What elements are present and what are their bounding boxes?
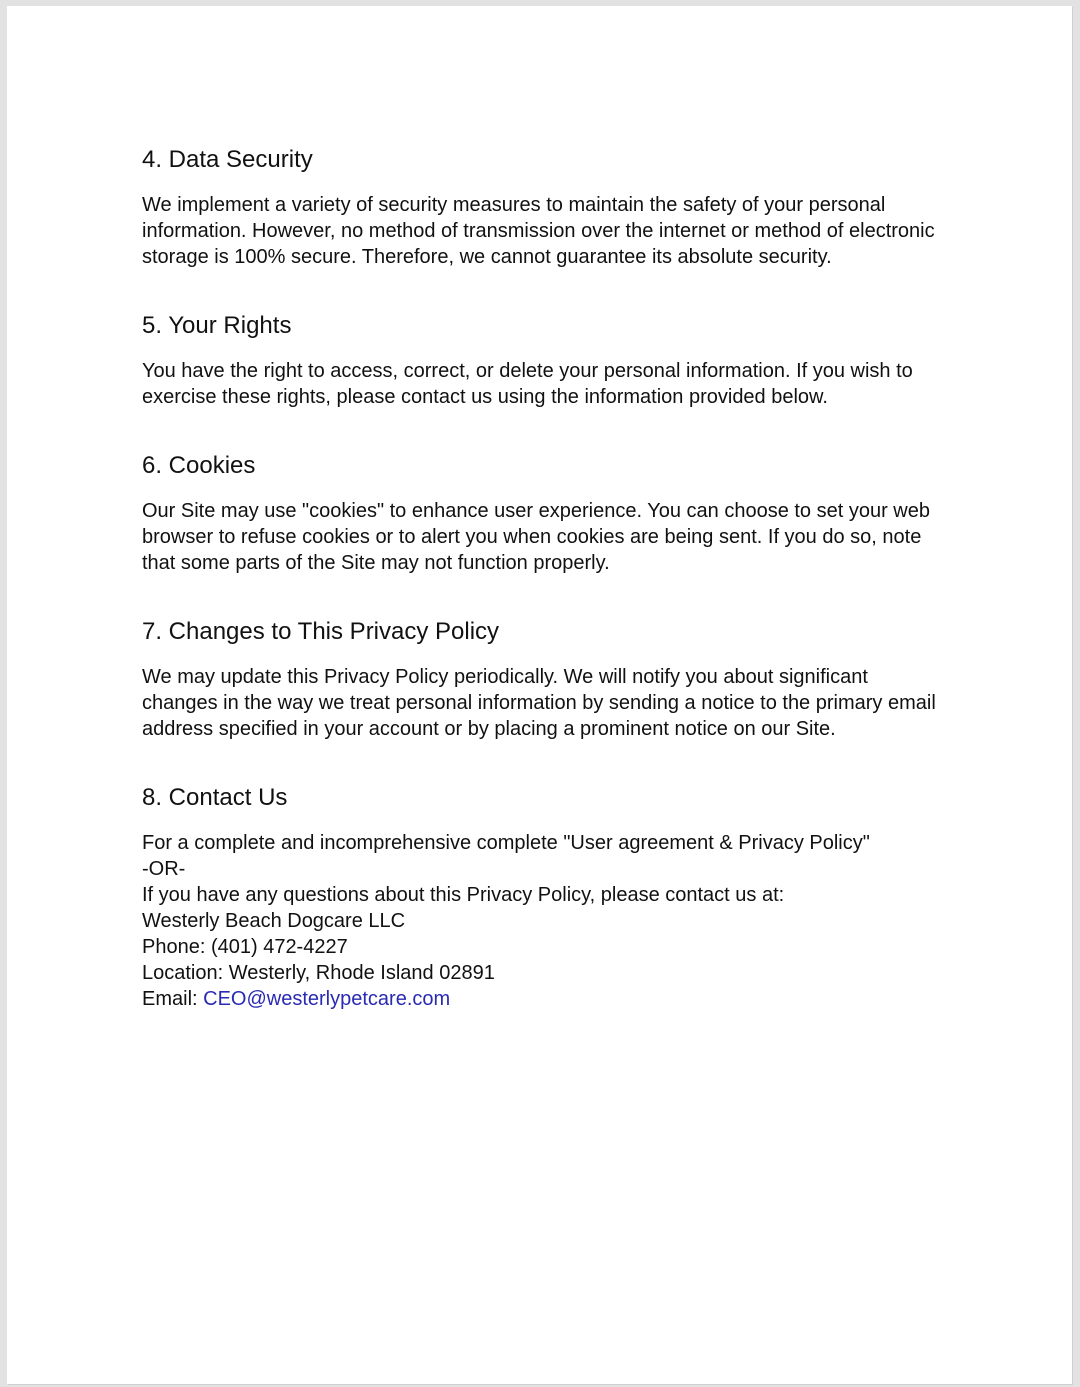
contact-phone: Phone: (401) 472-4227 (142, 936, 348, 958)
contact-line-agreement: For a complete and incomprehensive complete "User agreement & Privacy Policy" (142, 832, 870, 854)
section-cookies (142, 452, 942, 576)
section-heading: 8. Contact Us (142, 784, 288, 811)
section-contact-us (142, 784, 942, 1012)
contact-email-line (142, 986, 942, 1012)
section-heading: 5. Your Rights (142, 312, 292, 339)
spacer (142, 270, 942, 312)
document-content (142, 146, 942, 1012)
contact-line-or: -OR- (142, 858, 186, 880)
section-heading: 6. Cookies (142, 452, 256, 479)
contact-company: Westerly Beach Dogcare LLC (142, 910, 406, 932)
section-your-rights (142, 312, 942, 410)
spacer (142, 576, 942, 618)
email-link[interactable]: CEO@westerlypetcare.com (203, 988, 451, 1010)
contact-line-questions: If you have any questions about this Privacy Policy, please contact us at: (142, 884, 785, 906)
section-body: You have the right to access, correct, or delete your personal information. If you wish to exercise these rights, please contact us using the information provided below. (142, 360, 913, 408)
spacer (142, 410, 942, 452)
spacer (142, 742, 942, 784)
section-body: We implement a variety of security measures to maintain the safety of your personal information. However, no method of transmission over the internet or method of electronic storage is 100% secure. Therefore, we cannot guarantee its absolute security. (142, 194, 935, 268)
contact-location: Location: Westerly, Rhode Island 02891 (142, 962, 495, 984)
section-changes (142, 618, 942, 742)
document-page (7, 6, 1072, 1384)
section-heading: 4. Data Security (142, 146, 313, 173)
section-body: We may update this Privacy Policy periodically. We will notify you about significant changes in the way we treat personal information by sending a notice to the primary email address specified in your account or by placing a prominent notice on our Site. (142, 666, 936, 740)
section-body: Our Site may use "cookies" to enhance user experience. You can choose to set your web browser to refuse cookies or to alert you when cookies are being sent. If you do so, note that some parts of the Site may not function properly. (142, 500, 930, 574)
section-heading: 7. Changes to This Privacy Policy (142, 618, 500, 645)
email-label: Email: (142, 988, 204, 1010)
section-data-security (142, 146, 942, 270)
